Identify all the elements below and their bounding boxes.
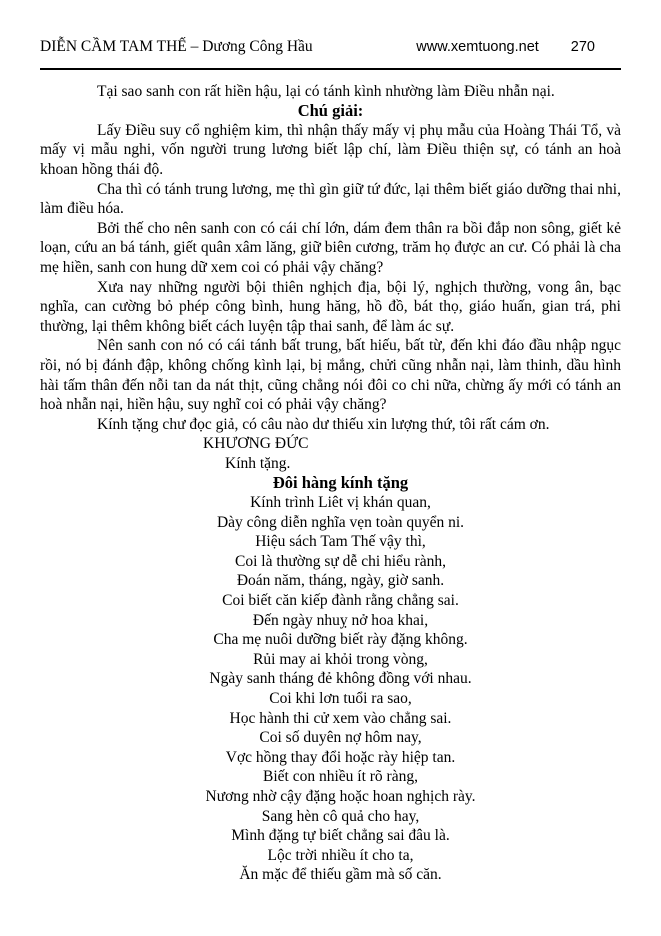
poem-line: Coi số duyên nợ hôm nay, xyxy=(259,729,422,747)
page-number: 270 xyxy=(570,39,595,55)
poem-line: Rủi may ai khỏi trong vòng, xyxy=(253,650,428,668)
poem-line: Kính trình Liêt vị khán quan, xyxy=(250,494,431,512)
body-paragraph: Lấy Điều suy cổ nghiệm kim, thì nhận thấy mấy vị phụ mẫu của Hoàng Thái Tổ, và mấy vị mẫu nghi, vốn người trung lương biết lập chí, làm Điều thiện sự, có tánh an hoà khoan hồng thái độ. xyxy=(40,121,621,178)
poem-line: Vợc hồng thay đổi hoặc rày hiệp tan. xyxy=(225,748,456,766)
poem-line: Đoán năm, tháng, ngày, giờ sanh. xyxy=(236,572,445,590)
poem-line: Nương nhờ cậy đặng hoặc hoan nghịch rày. xyxy=(205,787,476,805)
poem-line: Dày công diễn nghĩa vẹn toàn quyển ni. xyxy=(216,513,465,531)
poem-line: Đến ngày nhuỵ nở hoa khai, xyxy=(252,611,429,629)
poem-line: Học hành thi cử xem vào chẳng sai. xyxy=(229,709,452,727)
poem-line: Mình đặng tự biết chẳng sai đâu là. xyxy=(231,827,450,845)
website-url: www.xemtuong.net xyxy=(416,39,539,55)
poem-line: Ngày sanh tháng đẻ không đồng với nhau. xyxy=(209,670,472,688)
poem-line: Cha mẹ nuôi dưỡng biết rày đặng không. xyxy=(213,631,468,649)
body-paragraph: Xưa nay những người bội thiên nghịch địa, bội lý, nghịch thường, vong ân, bạc nghĩa, can cường bỏ phép công bình, hung hăng, hồ đồ, bát thọ, giáo huấn, gian trá, phi thường, lại thêm không biết cách luyện tập thai sanh, để làm ác sự. xyxy=(40,278,621,335)
signature-name: KHƯƠNG ĐỨC xyxy=(203,435,309,453)
poem-line: Ăn mặc để thiếu gầm mà số căn. xyxy=(239,866,442,884)
poem-line: Coi là thường sự dễ chi hiểu rành, xyxy=(235,552,446,570)
page-header xyxy=(40,37,621,70)
body-paragraph: Kính tặng chư đọc giả, có câu nào dư thiếu xin lượng thứ, tôi rất cám ơn. xyxy=(97,415,550,433)
poem-block xyxy=(60,473,621,884)
poem-line: Biết con nhiều ít rõ ràng, xyxy=(263,768,418,786)
signature-note: Kính tặng. xyxy=(225,454,291,472)
poem-line: Lộc trời nhiều ít cho ta, xyxy=(267,846,414,864)
section-heading: Chú giải: xyxy=(297,101,364,121)
poem-title: Đôi hàng kính tặng xyxy=(272,473,409,493)
body-paragraph: Cha thì có tánh trung lương, mẹ thì gìn giữ tứ đức, lại thêm biết giáo dưỡng thai nhi, làm điều hóa. xyxy=(40,180,621,218)
poem-line: Coi biết căn kiếp đành rằng chẳng sai. xyxy=(222,592,459,610)
poem-line: Sang hèn cô quả cho hay, xyxy=(261,807,420,825)
body-paragraph: Nên sanh con nó có cái tánh bất trung, bất hiếu, bất từ, đến khi đáo đầu nhập ngục rồi, nó bị đánh đập, không chống kình lại, bị mắng, chửi cũng nhẫn nại, làm thinh, dầu hình hài tấm thân đến nỗi tan da nát thịt, cũng chẳng nói đôi co chi nữa, chừng ấy mới có tánh an hoà nhẫn nại, hiền hậu, suy nghĩ coi có phải vậy chăng? xyxy=(40,337,621,414)
body-paragraph: Bởi thế cho nên sanh con có cái chí lớn, dám đem thân ra bồi đắp non sông, giết kẻ loạn, cứu an bá tánh, giết quân xâm lăng, giữ biên cương, trăm họ được an cư. Có phải là cha mẹ hiền, sanh con hung dữ xem coi có phải vậy chăng? xyxy=(40,219,621,276)
book-title: DIỄN CẦM TAM THẾ – Dương Công Hầu xyxy=(40,38,313,55)
poem-line: Hiệu sách Tam Thế vậy thì, xyxy=(255,533,426,551)
poem-line: Coi khi lơn tuổi ra sao, xyxy=(269,690,412,707)
intro-line: Tại sao sanh con rất hiền hậu, lại có tánh kình nhường làm Điều nhẫn nại. xyxy=(97,82,555,100)
